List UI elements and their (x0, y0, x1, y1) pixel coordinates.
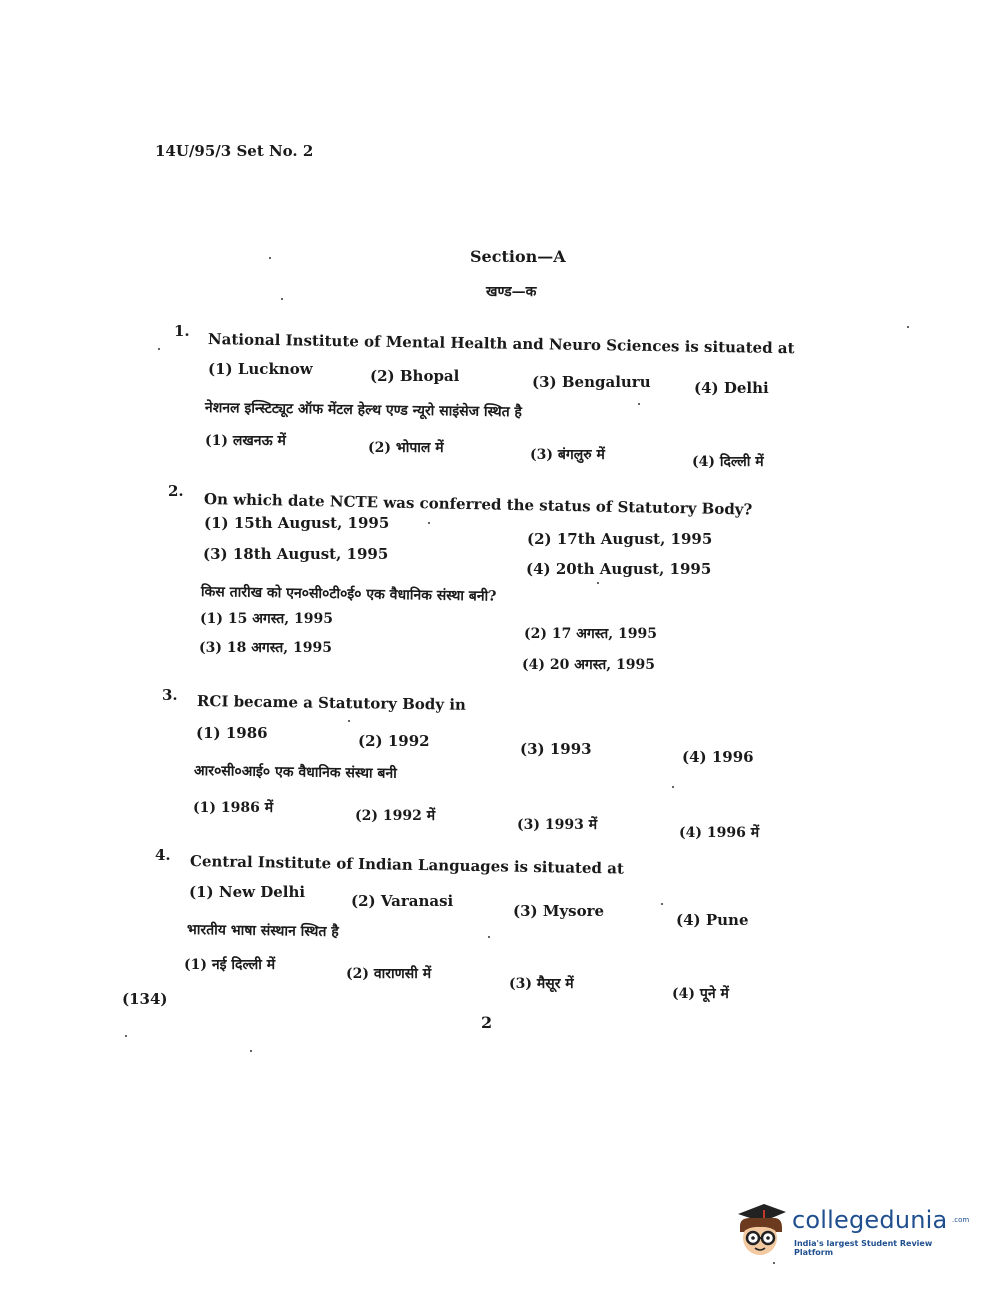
option-1-en: (1) 1986 (196, 724, 268, 742)
logo-tagline: India's largest Student Review Platform (794, 1239, 933, 1257)
option-1-hi: (1) नई दिल्ली में (184, 957, 276, 973)
mascot-icon (730, 1196, 790, 1262)
option-4-hi: (4) पूने में (672, 986, 729, 1002)
scan-speck (158, 348, 160, 350)
collegedunia-logo (730, 1196, 970, 1266)
option-3-en: (3) 1993 (520, 740, 592, 758)
question-number: 2. (168, 482, 184, 500)
footer-code: (134) (122, 990, 168, 1008)
scan-speck (907, 326, 909, 328)
question-text-hi: भारतीय भाषा संस्थान स्थित है (186, 922, 339, 941)
question-text-hi: आर०सी०आई० एक वैधानिक संस्था बनी (193, 763, 397, 782)
paper-code: 14U/95/3 Set No. 2 (155, 142, 314, 160)
option-3-hi: (3) 1993 में (517, 817, 598, 833)
option-3-hi: (3) मैसूर में (509, 976, 574, 992)
scan-speck (269, 257, 271, 259)
option-3-en: (3) 18th August, 1995 (203, 545, 389, 563)
option-2-hi: (2) वाराणसी में (346, 966, 432, 982)
scan-speck (281, 298, 283, 300)
scan-speck (661, 903, 663, 905)
option-2-hi: (2) 17 अगस्त, 1995 (524, 626, 657, 642)
option-3-en: (3) Mysore (513, 902, 605, 920)
scan-speck (597, 582, 599, 584)
option-1-en: (1) 15th August, 1995 (204, 514, 390, 532)
option-2-en: (2) 17th August, 1995 (527, 530, 713, 548)
option-1-en: (1) New Delhi (189, 883, 306, 901)
logo-wordmark: collegedunia (792, 1206, 948, 1234)
scan-speck (488, 936, 490, 938)
option-3-hi: (3) 18 अगस्त, 1995 (199, 640, 332, 656)
option-2-en: (2) Varanasi (351, 892, 454, 910)
logo-dotcom: .com (952, 1216, 970, 1224)
option-4-hi: (4) दिल्ली में (692, 454, 764, 470)
section-title-en: Section—A (470, 247, 566, 266)
option-4-en: (4) 20th August, 1995 (526, 560, 712, 578)
question-text-en: RCI became a Statutory Body in (196, 692, 467, 714)
option-4-en: (4) Delhi (694, 379, 769, 397)
question-number: 4. (155, 846, 171, 864)
option-4-en: (4) 1996 (682, 748, 754, 766)
option-2-hi: (2) भोपाल में (368, 440, 444, 456)
option-2-en: (2) Bhopal (370, 367, 460, 385)
section-title-hi: खण्ड—क (486, 284, 537, 300)
option-3-hi: (3) बंगलुरु में (530, 447, 605, 463)
scan-speck (428, 522, 430, 524)
option-1-hi: (1) 15 अगस्त, 1995 (200, 611, 333, 627)
option-3-en: (3) Bengaluru (532, 373, 651, 391)
option-1-hi: (1) लखनऊ में (205, 433, 286, 449)
option-4-hi: (4) 20 अगस्त, 1995 (522, 657, 655, 673)
option-2-hi: (2) 1992 में (355, 808, 436, 824)
option-1-hi: (1) 1986 में (193, 800, 274, 816)
scan-speck (348, 720, 350, 722)
scan-speck (638, 403, 640, 405)
option-2-en: (2) 1992 (358, 732, 430, 750)
option-4-hi: (4) 1996 में (679, 825, 760, 841)
question-text-en: On which date NCTE was conferred the status of Statutory Body? (203, 490, 753, 519)
question-text-hi: नेशनल इन्स्टिट्यूट ऑफ मेंटल हेल्थ एण्ड न्यूरो साइंसेज स्थित है (204, 400, 523, 421)
scan-speck (672, 786, 674, 788)
question-text-en: Central Institute of Indian Languages is situated at (189, 852, 624, 878)
question-number: 3. (162, 686, 178, 704)
option-1-en: (1) Lucknow (208, 360, 313, 378)
question-text-en: National Institute of Mental Health and Neuro Sciences is situated at (207, 330, 795, 358)
page-number: 2 (481, 1013, 493, 1032)
option-4-en: (4) Pune (676, 911, 749, 929)
scan-speck (125, 1035, 127, 1037)
question-number: 1. (174, 322, 190, 340)
question-text-hi: किस तारीख को एन०सी०टी०ई० एक वैधानिक संस्था बनी? (200, 584, 497, 605)
scan-speck (250, 1050, 252, 1052)
